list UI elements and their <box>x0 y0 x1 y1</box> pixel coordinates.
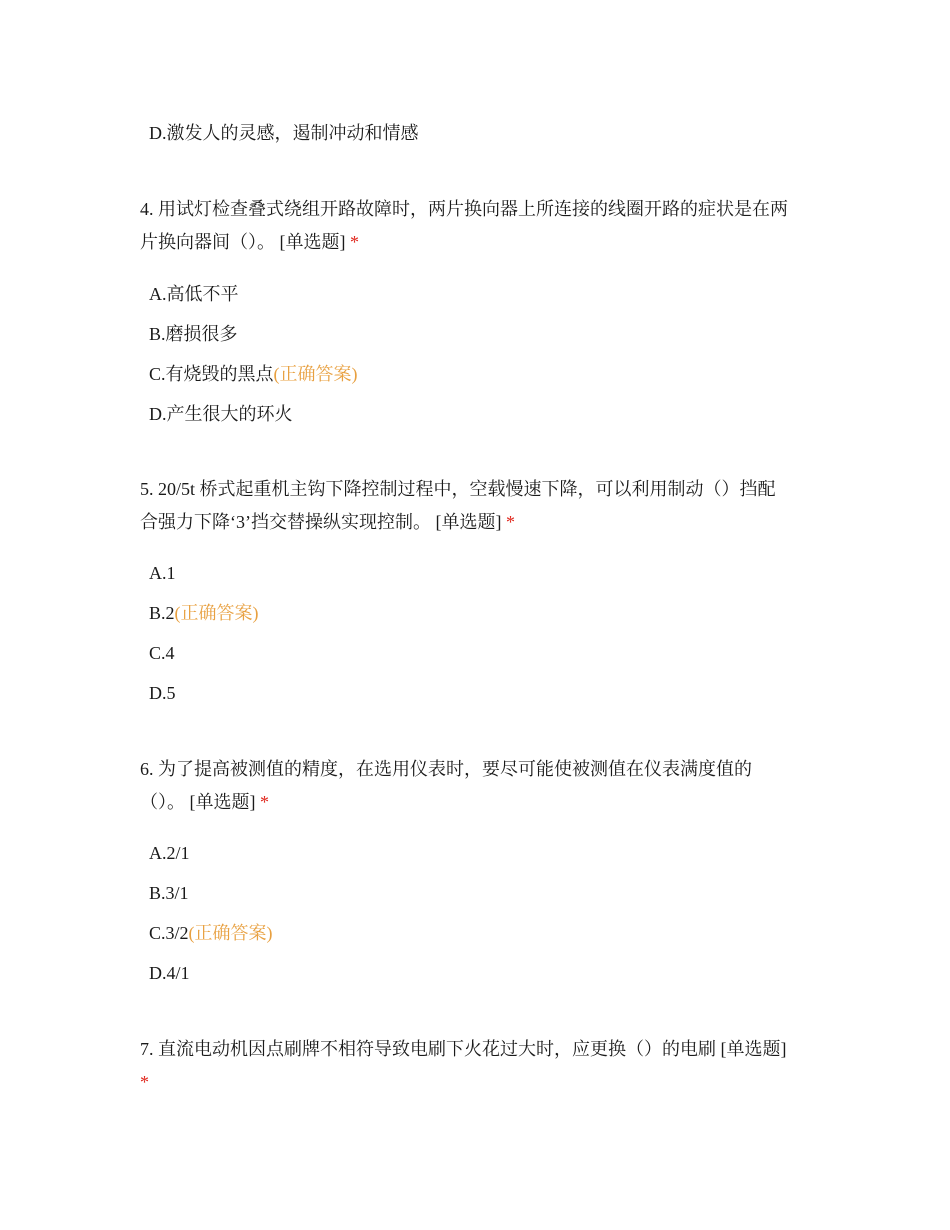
option-text: D.产生很大的环火 <box>149 404 293 424</box>
required-marker: * <box>505 512 515 532</box>
option-text: D.4/1 <box>149 963 190 983</box>
question-6-line-2-text: （）。 [单选题] <box>140 792 256 812</box>
question-7 <box>140 1033 820 1099</box>
question-5 <box>140 473 815 539</box>
option-text: C.3/2 <box>149 923 189 943</box>
question-5-option-a[interactable] <box>149 561 176 585</box>
question-5-option-d[interactable] <box>149 681 176 705</box>
question-4 <box>140 193 815 259</box>
option-text: B.磨损很多 <box>149 324 238 344</box>
prev-question-option-d <box>149 121 419 145</box>
option-text: D.5 <box>149 683 176 703</box>
question-5-option-c[interactable] <box>149 641 175 665</box>
option-text: C.4 <box>149 643 175 663</box>
required-marker: * <box>140 1072 149 1092</box>
question-6-option-a[interactable] <box>149 841 190 865</box>
option-text: B.2 <box>149 603 175 623</box>
option-text: D.激发人的灵感，遏制冲动和情感 <box>149 123 419 143</box>
question-5-option-b[interactable] <box>149 601 259 625</box>
correct-answer-tag: (正确答案) <box>273 364 358 384</box>
question-4-line-1: 4. 用试灯检查叠式绕组开路故障时，两片换向器上所连接的线圈开路的症状是在两 <box>140 199 788 219</box>
question-6-line-1: 6. 为了提高被测值的精度，在选用仪表时，要尽可能使被测值在仪表满度值的 <box>140 759 752 779</box>
question-5-line-1: 5. 20/5t 桥式起重机主钩下降控制过程中，空载慢速下降，可以利用制动（）挡配 <box>140 479 776 499</box>
question-6-option-b[interactable] <box>149 881 189 905</box>
question-4-option-a[interactable] <box>149 282 239 306</box>
question-7-line-1: 7. 直流电动机因点刷牌不相符导致电刷下火花过大时，应更换（）的电刷 [单选题] <box>140 1039 787 1059</box>
question-5-line-2-text: 合强力下降‘3’挡交替操纵实现控制。 [单选题] <box>140 512 502 532</box>
question-4-line-2-text: 片换向器间（）。 [单选题] <box>140 232 346 252</box>
question-6-line-2 <box>140 786 815 819</box>
option-text: B.3/1 <box>149 883 189 903</box>
question-4-option-d[interactable] <box>149 402 293 426</box>
option-text: C.有烧毁的黑点 <box>149 364 274 384</box>
option-text: A.高低不平 <box>149 284 239 304</box>
correct-answer-tag: (正确答案) <box>188 923 273 943</box>
option-text: A.2/1 <box>149 843 190 863</box>
question-5-line-2 <box>140 506 815 539</box>
option-text: A.1 <box>149 563 176 583</box>
correct-answer-tag: (正确答案) <box>174 603 259 623</box>
question-4-option-c[interactable] <box>149 362 358 386</box>
required-marker: * <box>260 792 269 812</box>
question-4-line-2 <box>140 226 815 259</box>
question-6 <box>140 753 815 819</box>
question-6-option-c[interactable] <box>149 921 273 945</box>
question-6-option-d[interactable] <box>149 961 190 985</box>
required-marker: * <box>350 232 359 252</box>
question-4-option-b[interactable] <box>149 322 238 346</box>
